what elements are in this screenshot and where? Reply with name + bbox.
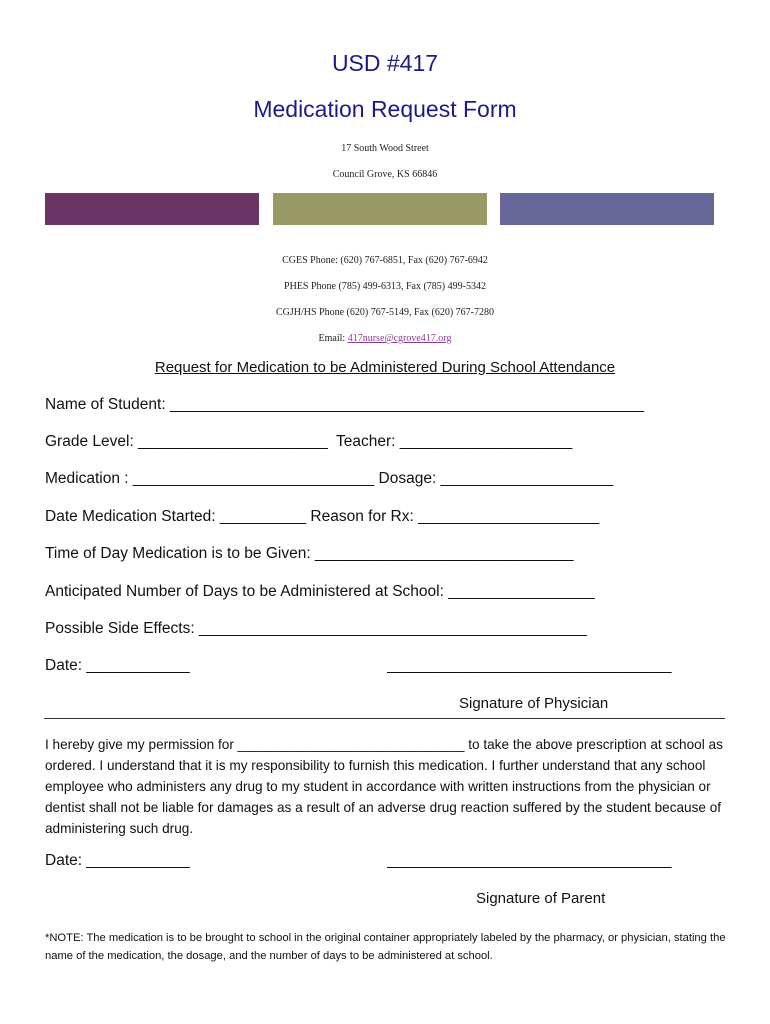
email-link[interactable]: 417nurse@cgrove417.org: [347, 333, 452, 344]
parent-date-text: Date: ____________: [45, 852, 190, 869]
phes-contact: PHES Phone (785) 499-6313, Fax (785) 499-5342: [284, 281, 486, 292]
email-line: [0, 333, 770, 344]
parent-signature-underline: _________________________________: [387, 852, 672, 869]
parent-date-field[interactable]: [45, 852, 245, 870]
physician-signature-line[interactable]: [387, 657, 727, 675]
physician-date-text: Date: ____________: [45, 657, 190, 674]
medication-dosage-field[interactable]: [45, 470, 735, 488]
section-divider: [44, 718, 725, 719]
anticipated-days-field[interactable]: [45, 583, 735, 601]
date-started-reason-field[interactable]: [45, 508, 735, 526]
parent-signature-label: Signature of Parent: [476, 890, 606, 907]
physician-signature-label: Signature of Physician: [459, 695, 609, 712]
physician-date-field[interactable]: [45, 657, 245, 675]
form-title: Medication Request Form: [253, 96, 517, 122]
address-line-2: Council Grove, KS 66846: [332, 169, 438, 180]
form-heading: Request for Medication to be Administered During School Attendance: [154, 359, 616, 376]
time-of-day-field[interactable]: [45, 545, 735, 563]
address-line-1: 17 South Wood Street: [341, 143, 429, 154]
color-bar-slate: [500, 193, 714, 225]
side-effects-text: Possible Side Effects: _____________________________________________: [45, 620, 587, 637]
physician-signature-underline: _________________________________: [387, 657, 672, 674]
color-bar-purple: [45, 193, 259, 225]
color-bar-olive: [273, 193, 487, 225]
grade-teacher-field[interactable]: [45, 433, 735, 451]
medication-dosage-text: Medication : ____________________________ Dosage: ____________________: [45, 470, 613, 487]
permission-text: I hereby give my permission for ______________________________ to take the above prescription at school as ordered. I understand that it is my responsibility to furnish this medication. I further understand that any school employee who administers any drug to my student in accordance with written instructions from the physician or dentist shall not be liable for damages as a result of an adverse drug reaction suffered by the student because of administering such drug.: [45, 737, 723, 836]
permission-paragraph: [45, 734, 735, 839]
name-of-student-text: Name of Student: _______________________________________________________: [45, 396, 645, 413]
side-effects-field[interactable]: [45, 620, 735, 638]
grade-teacher-text: Grade Level: ______________________ Teacher: ____________________: [45, 433, 573, 450]
time-of-day-text: Time of Day Medication is to be Given: ______________________________: [45, 545, 574, 562]
name-of-student-field[interactable]: [45, 396, 735, 414]
anticipated-days-text: Anticipated Number of Days to be Administered at School: _________________: [45, 583, 595, 600]
cges-contact: CGES Phone: (620) 767-6851, Fax (620) 767-6942: [282, 255, 488, 266]
parent-signature-line[interactable]: [387, 852, 727, 870]
date-started-reason-text: Date Medication Started: __________ Reason for Rx: _____________________: [45, 508, 600, 525]
district-title: USD #417: [331, 50, 439, 76]
email-label: Email:: [318, 333, 348, 344]
cgjh-contact: CGJH/HS Phone (620) 767-5149, Fax (620) 767-7280: [275, 307, 495, 318]
footnote: *NOTE: The medication is to be brought to school in the original container appropriately labeled by the pharmacy, or physician, stating the name of the medication, the dosage, and the number of days to be administered at school.: [45, 932, 726, 962]
